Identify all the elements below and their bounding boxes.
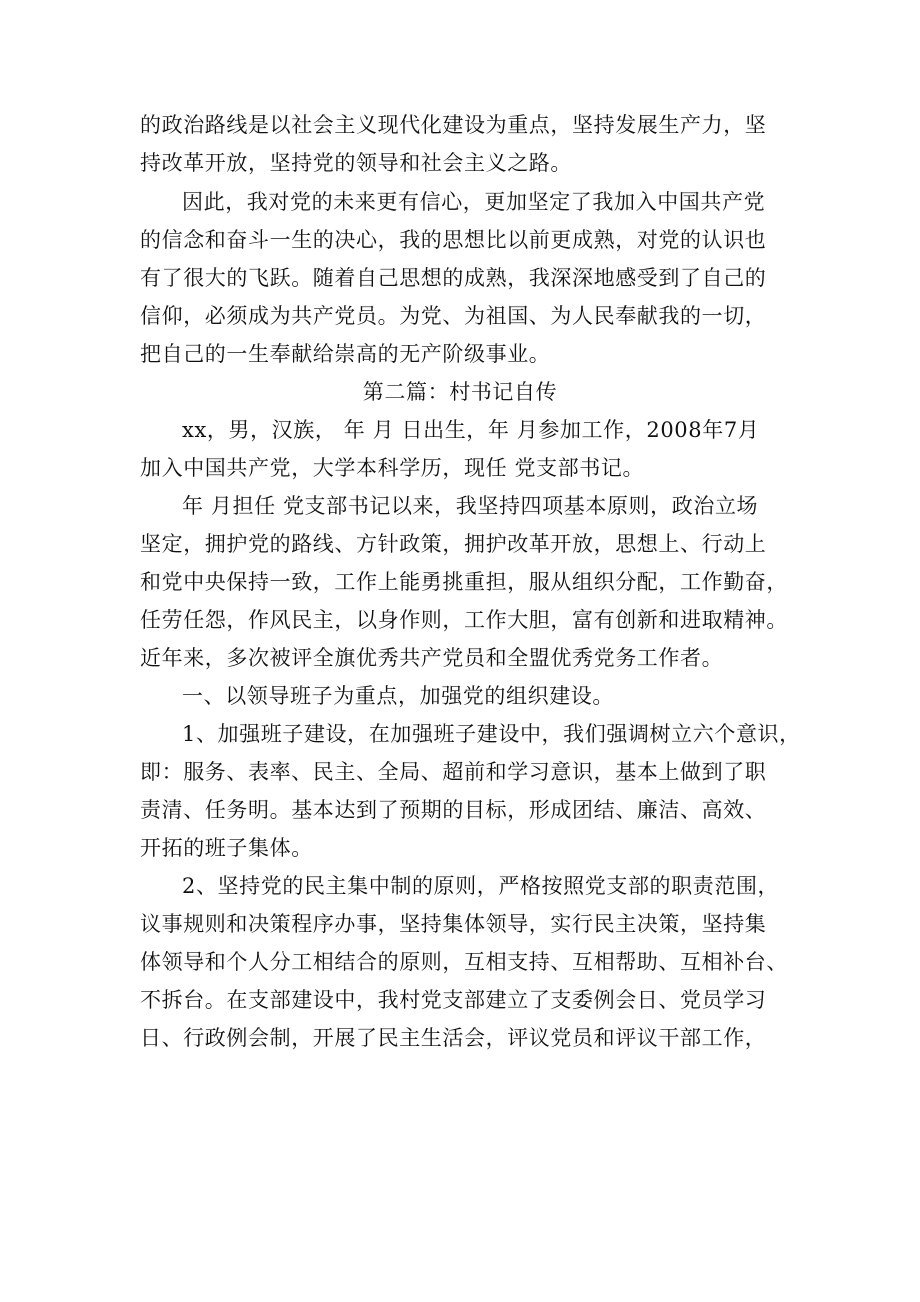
text-line: 信仰，必须成为共产党员。为党、为祖国、为人民奉献我的一切，: [140, 304, 767, 328]
text-line: 的政治路线是以社会主义现代化建设为重点，坚持发展生产力，坚: [140, 113, 767, 137]
paragraph-start: 2、坚持党的民主集中制的原则，严格按照党支部的职责范围，: [182, 874, 780, 898]
text-line: 把自己的一生奉献给崇高的无产阶级事业。: [140, 342, 551, 366]
text-line: 即：服务、表率、民主、全局、超前和学习意识，基本上做到了职: [140, 760, 767, 784]
text-line: 议事规则和决策程序办事，坚持集体领导，实行民主决策，坚持集: [140, 912, 767, 936]
paragraph-start: 因此，我对党的未来更有信心，更加坚定了我加入中国共产党: [182, 190, 766, 214]
text-line: 体领导和个人分工相结合的原则，互相支持、互相帮助、互相补台、: [140, 950, 788, 974]
text-line: 任劳任怨，作风民主，以身作则，工作大胆，富有创新和进取精神。: [140, 608, 788, 632]
text-line: 近年来，多次被评全旗优秀共产党员和全盟优秀党务工作者。: [140, 646, 724, 670]
paragraph-start: 年 月担任 党支部书记以来，我坚持四项基本原则，政治立场: [182, 494, 759, 518]
text-line: 不拆台。在支部建设中，我村党支部建立了支委例会日、党员学习: [140, 988, 767, 1012]
text-line: 坚定，拥护党的路线、方针政策，拥护改革开放，思想上、行动上: [140, 532, 767, 556]
text-line: 有了很大的飞跃。随着自己思想的成熟，我深深地感受到了自己的: [140, 266, 767, 290]
text-line: 的信念和奋斗一生的决心，我的思想比以前更成熟，对党的认识也: [140, 228, 767, 252]
text-line: 和党中央保持一致，工作上能勇挑重担，服从组织分配，工作勤奋，: [140, 570, 788, 594]
paragraph-start: xx，男，汉族， 年 月 日出生，年 月参加工作，2008年7月: [182, 418, 760, 442]
text-line: 持改革开放，坚持党的领导和社会主义之路。: [140, 151, 572, 175]
paragraph-start: 一、以领导班子为重点，加强党的组织建设。: [182, 684, 614, 708]
paragraph-start: 1、加强班子建设，在加强班子建设中，我们强调树立六个意识，: [182, 722, 801, 746]
section-heading: 第二篇：村书记自传: [362, 380, 558, 404]
text-line: 加入中国共产党，大学本科学历，现任 党支部书记。: [140, 456, 645, 480]
text-line: 日、行政例会制，开展了民主生活会，评议党员和评议干部工作，: [140, 1026, 767, 1050]
text-line: 责清、任务明。基本达到了预期的目标，形成团结、廉洁、高效、: [140, 798, 767, 822]
text-line: 开拓的班子集体。: [140, 836, 313, 860]
